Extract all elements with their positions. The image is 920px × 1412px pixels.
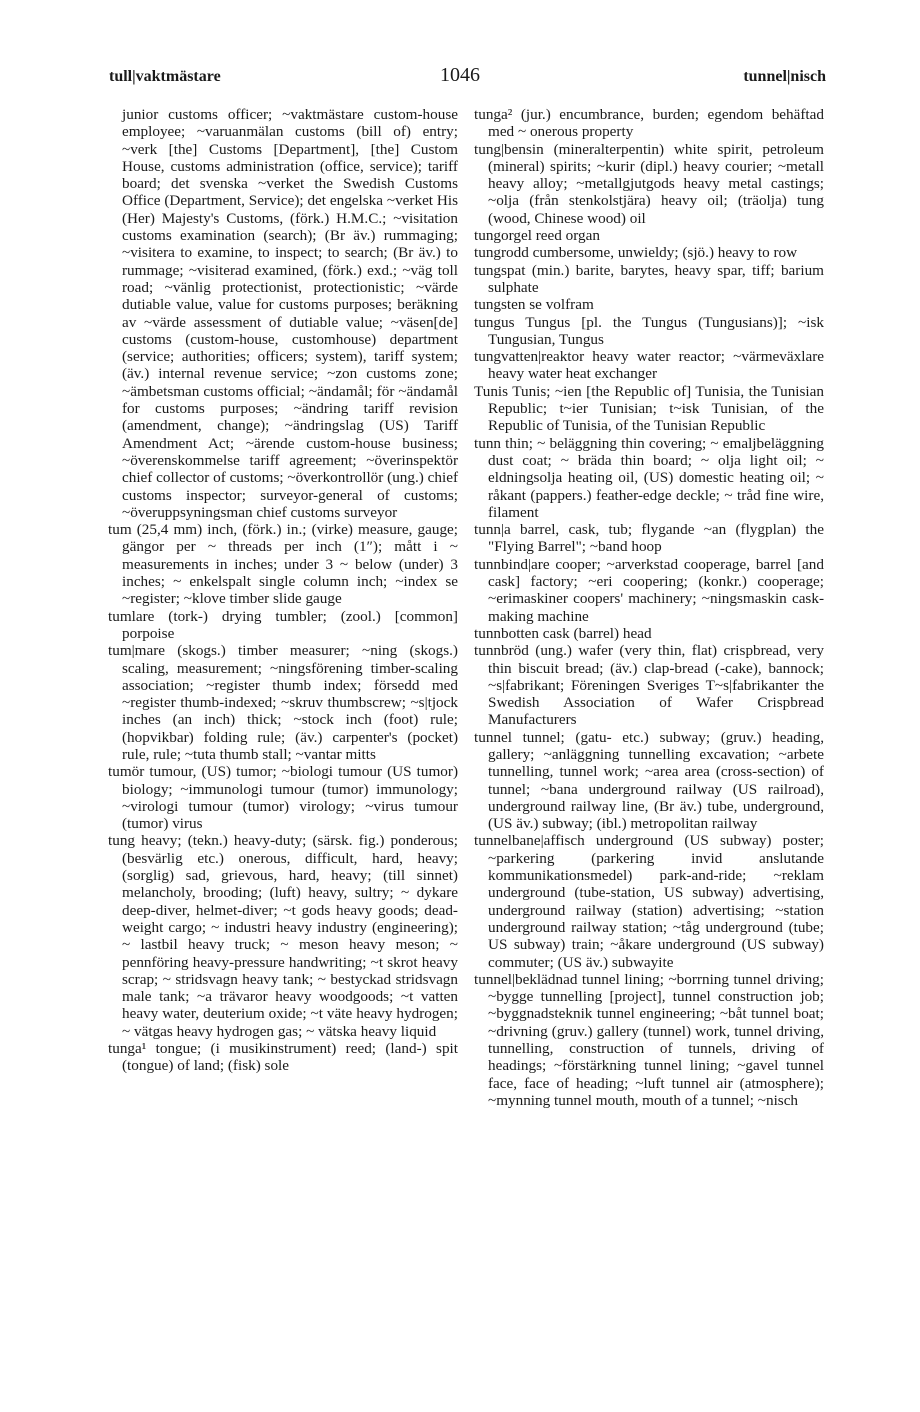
dictionary-entry: tum (25,4 mm) inch, (förk.) in.; (virke) measure, gauge; gängor per ~ threads per inch (1″); mått i ~ measurements in inches; under 3 ~ below (under) 3 inches; ~ enkelspalt single column inch; ~index se ~register; ~klove timber slide gauge <box>108 521 458 608</box>
dictionary-entry: tung heavy; (tekn.) heavy-duty; (särsk. fig.) ponderous; (besvärlig etc.) onerous, difficult, hard, heavy; (sorglig) sad, grievous, hard, heavy; (till sinnet) melancholy, brooding; (luft) heavy, sultry; ~ dykare deep-diver, helmet-diver; ~t gods heavy goods; dead-weight cargo; ~ industri heavy industry (engineering); ~ lastbil heavy truck; ~ meson heavy meson; ~ pennföring heavy-pressure handwriting; ~t skrot heavy scrap; ~ stridsvagn heavy tank; ~ bestyckad stridsvagn male tank; ~a trävaror heavy woodgoods; ~t vatten heavy water, deuterium oxide; ~t väte heavy hydrogen; ~ vätgas heavy hydrogen gas; ~ vätska heavy liquid <box>108 832 458 1040</box>
dictionary-entry: tungus Tungus [pl. the Tungus (Tungusians)]; ~isk Tungusian, Tungus <box>474 313 824 348</box>
right-column <box>474 106 824 1109</box>
left-column <box>108 106 458 1075</box>
dictionary-entry: Tunis Tunis; ~ien [the Republic of] Tunisia, the Tunisian Republic; t~ier Tunisian; t~isk Tunisian, of the Republic of Tunisia, of the Tunisian Republic <box>474 382 824 435</box>
dictionary-entry: tungrodd cumbersome, unwieldy; (sjö.) heavy to row <box>474 244 798 262</box>
dictionary-entry: tungsten se volfram <box>474 296 594 314</box>
dictionary-entry: tunnelbane|affisch underground (US subway) poster; ~parkering (parkering invid anslutande kommunikationsmedel) park-and-ride; ~reklam underground (tube-station, US subway) advertising, underground railway (station) advertising; ~station underground railway station; ~tåg underground (tube; US subway) train; ~åkare underground (US subway) commuter; (US äv.) subwayite <box>474 832 824 971</box>
dictionary-entry: tungspat (min.) barite, barytes, heavy spar, tiff; barium sulphate <box>474 261 824 296</box>
dictionary-entry: tungvatten|reaktor heavy water reactor; ~värmeväxlare heavy water heat exchanger <box>474 348 824 383</box>
dictionary-entry: tungorgel reed organ <box>474 227 600 245</box>
dictionary-entry: tunn thin; ~ beläggning thin covering; ~ emaljbeläggning dust coat; ~ bräda thin board; ~ olja light oil; ~ eldningsolja heating oil, (US) domestic heating oil; ~ råkant (pappers.) feather-edge deckle; ~ tråd fine wire, filament <box>474 434 824 521</box>
dictionary-entry: tunnbind|are cooper; ~arverkstad cooperage, barrel [and cask] factory; ~eri coopering; (konkr.) cooperage; ~erimaskiner coopers' machinery; ~ningsmaskin cask-making machine <box>474 555 824 625</box>
dictionary-entry: tunnbotten cask (barrel) head <box>474 624 652 642</box>
dictionary-entry: tunnel tunnel; (gatu- etc.) subway; (gruv.) heading, gallery; ~anläggning tunnelling excavation; ~arbete tunnelling, tunnel work; ~area area (cross-section) of tunnel; ~bana underground railway (US railroad), underground railway line, (Br äv.) tube, underground, (US äv.) subway; (ibl.) metropolitan railway <box>474 728 824 833</box>
dictionary-entry: tunnbröd (ung.) wafer (very thin, flat) crispbread, very thin biscuit bread; (äv.) clap-bread (-cake), bannock; ~s|fabrikant; Föreningen Sveriges T~s|fabrikanter the Swedish Association of Wafer Crispbread Manufacturers <box>474 642 824 729</box>
dictionary-entry: junior customs officer; ~vaktmästare custom-house employee; ~varuanmälan customs (bill of) entry; ~verk [the] Customs [Department], [the] Custom House, customs administration (office, service); tariff board; det svenska ~verket the Swedish Customs Office (Department, Service); det engelska ~verket His (Her) Majesty's Customs, (förk.) H.M.C.; ~visitation customs examination (search); (Br äv.) rummaging; ~visitera to examine, to inspect; to search; (Br äv.) to rummage; ~visiterad examined, (förk.) exd.; ~väg toll road; ~vänlig protectionist, protectionistic; ~värde dutiable value, value for customs purposes; beräkning av ~värde assessment of dutiable value; ~väsen[de] customs (custom-house, customhouse) department (service; authorities; officers; system), tariff system; (äv.) internal revenue service; ~zon customs zone; ~ämbetsman customs official; ~ändamål; för ~ändamål for customs purposes; ~ändring tariff revision (amendment, change); ~ändringslag (US) Tariff Amendment Act; ~ärende custom-house business; ~överenskommelse tariff agreement; ~överinspektör chief collector of customs; ~överkontrollör (ung.) chief customs inspector; surveyor-general of customs; ~överuppsyningsman chief customs surveyor <box>122 106 458 521</box>
dictionary-entry: tunn|a barrel, cask, tub; flygande ~an (flygplan) the "Flying Barrel"; ~band hoop <box>474 521 824 556</box>
dictionary-entry: tumlare (tork-) drying tumbler; (zool.) [common] porpoise <box>108 607 458 642</box>
dictionary-entry: tum|mare (skogs.) timber measurer; ~ning (skogs.) scaling, measurement; ~ningsförening timber-scaling association; ~register thumb index; försedd med ~register thumb-indexed; ~skruv thumbscrew; ~s|tjock inches (an inch) thick; ~stock inch (foot) rule; (hopvikbar) folding rule; (äv.) carpenter's (pocket) rule, rule; ~tuta thumb stall; ~vantar mitts <box>108 642 458 763</box>
dictionary-entry: tunga² (jur.) encumbrance, burden; egendom behäftad med ~ onerous property <box>474 106 824 141</box>
dictionary-entry: tung|bensin (mineralterpentin) white spirit, petroleum (mineral) spirits; ~kurir (dipl.) heavy courier; ~metall heavy alloy; ~metallgjutgods heavy metal castings; ~olja (från stenkolstjära) heavy oil; (träolja) tung (wood, Chinese wood) oil <box>474 140 824 227</box>
running-head-left: tull|vaktmästare <box>109 68 221 85</box>
dictionary-entry: tunga¹ tongue; (i musikinstrument) reed; (land-) spit (tongue) of land; (fisk) sole <box>108 1040 458 1075</box>
dictionary-entry: tumör tumour, (US) tumor; ~biologi tumour (US tumor) biology; ~immunologi tumour (tumor) immunology; ~virologi tumour (tumor) virology; ~virus tumour (tumor) virus <box>108 763 458 833</box>
dictionary-entry: tunnel|beklädnad tunnel lining; ~borrning tunnel driving; ~bygge tunnelling [project], tunnel construction job; ~byggnadsteknik tunnel engineering; ~båt tunnel boat; ~drivning (gruv.) gallery (tunnel) work, tunnel driving, tunnelling, construction of tunnels, driving of headings; ~förstärkning tunnel lining; ~gavel tunnel face, face of heading; ~luft tunnel air (atmosphere); ~mynning tunnel mouth, mouth of a tunnel; ~nisch <box>474 970 824 1109</box>
running-head-right: tunnel|nisch <box>743 68 826 85</box>
page-number: 1046 <box>440 64 480 86</box>
